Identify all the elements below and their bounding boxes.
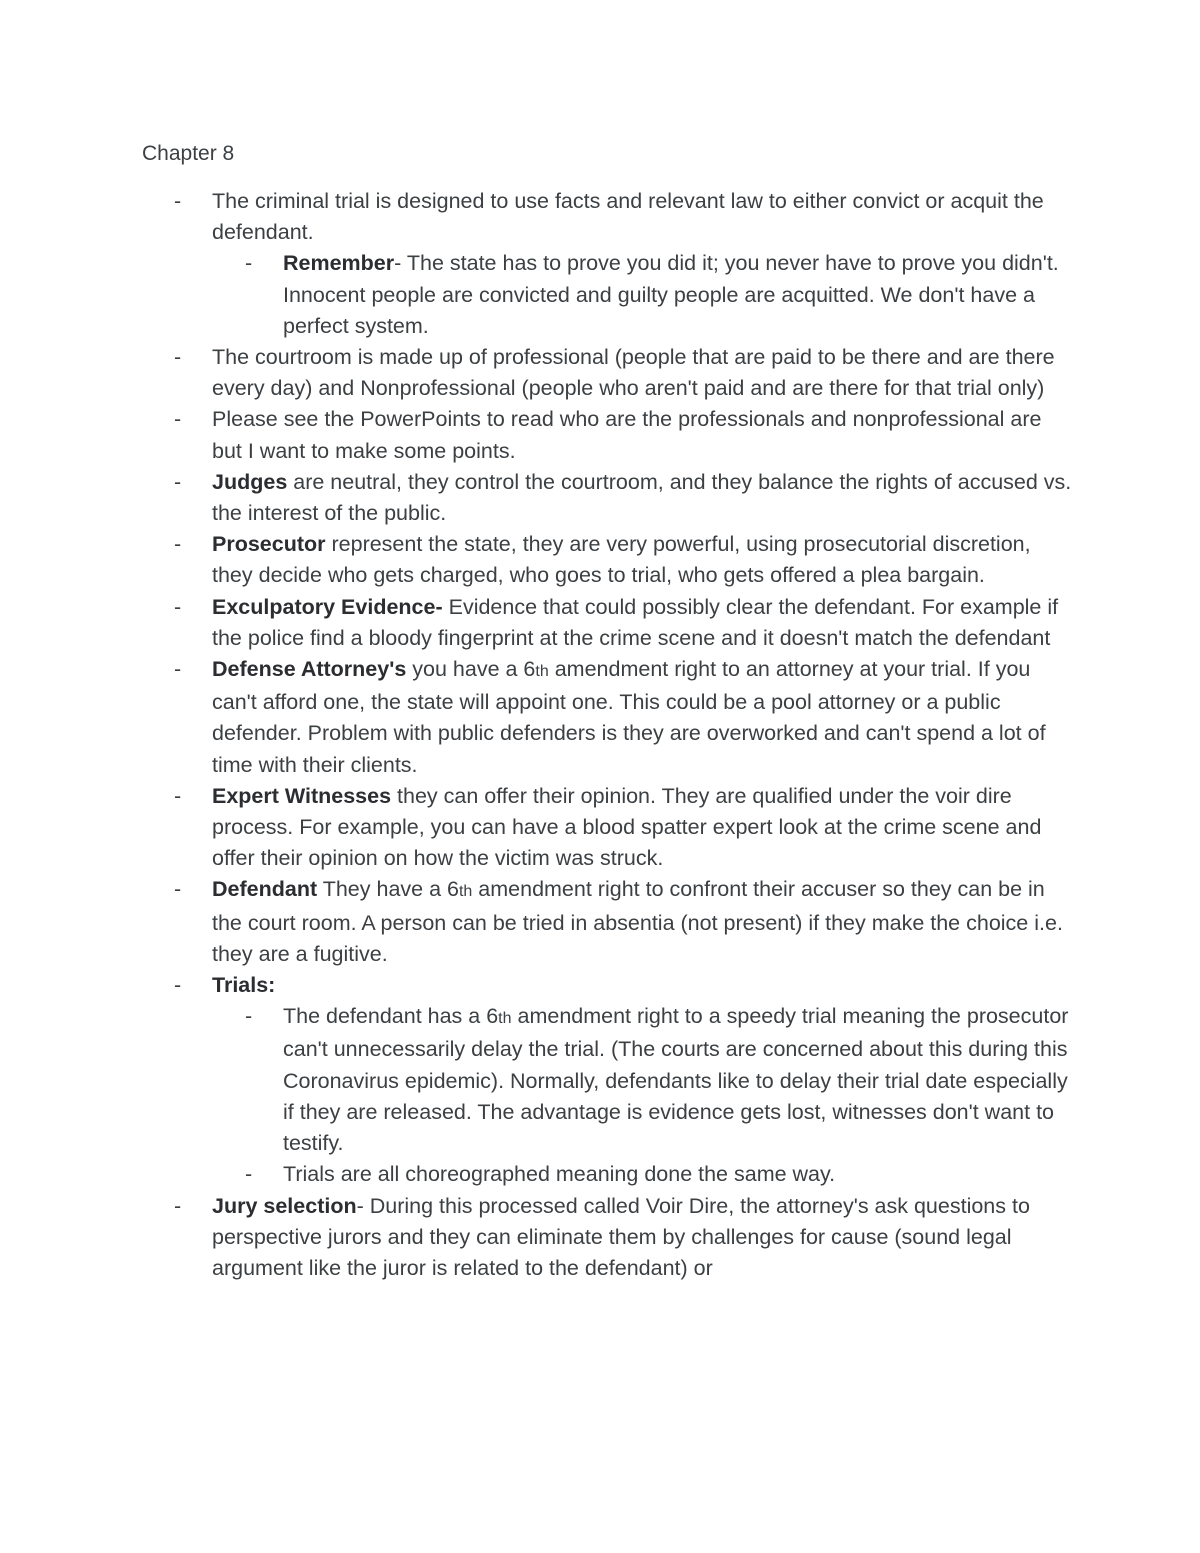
item-text: - The state has to prove you did it; you never have to prove you didn't. Innocent people are convicted and guilty people are acquitted. We don't have a perfect system.	[283, 251, 1059, 338]
bullet-dash: -	[174, 1193, 182, 1218]
list-item	[0, 342, 1072, 404]
item-term: Expert Witnesses	[212, 783, 392, 808]
item-text: amendment right to confront their accuser so they can be in the court room. A person can be tried in absentia (not present) if they make the choice i.e. they are a fugitive.	[212, 877, 1063, 966]
bullet-dash: -	[174, 594, 182, 619]
list-item	[0, 248, 1073, 342]
item-text: Evidence that could possibly clear the defendant. For example if the police find a bloody fingerprint at the crime scene and it doesn't match the defendant	[212, 594, 1059, 650]
item-term: Defendant	[212, 877, 318, 902]
item-term: Trials:	[212, 973, 276, 998]
bullet-list	[0, 186, 1200, 1284]
chapter-title: Chapter 8	[142, 142, 235, 165]
bullet-dash: -	[174, 345, 182, 370]
bullet-dash: -	[174, 407, 182, 432]
item-term: Defense Attorney's	[212, 657, 407, 682]
ordinal-suffix: th	[498, 1010, 512, 1028]
bullet-dash: -	[174, 783, 182, 808]
list-item	[0, 404, 1072, 466]
item-text: you have a 6	[406, 657, 536, 682]
bullet-dash: -	[174, 469, 182, 494]
list-item	[0, 1001, 1073, 1159]
bullet-dash: -	[174, 657, 182, 682]
ordinal-suffix: th	[535, 663, 549, 681]
list-item	[0, 529, 1072, 591]
list-item	[0, 592, 1072, 654]
item-term: Judges	[212, 469, 288, 494]
bullet-dash: -	[245, 1162, 253, 1187]
list-item	[0, 654, 1072, 781]
list-item	[0, 1191, 1072, 1285]
list-item	[0, 186, 1072, 248]
item-text: are neutral, they control the courtroom, and they balance the rights of accused vs. the interest of the public.	[212, 469, 1072, 526]
item-text: amendment right to a speedy trial meaning the prosecutor can't unnecessarily delay the trial. (The courts are concerned about this during this Coronavirus epidemic). Normally, defendants like to delay their trial date especially if they are released. The advantage is evidence gets lost, witnesses don't want to testify.	[283, 1004, 1069, 1156]
ordinal-suffix: th	[458, 883, 473, 901]
bullet-dash: -	[174, 973, 182, 998]
bullet-dash: -	[245, 251, 253, 276]
list-item	[0, 874, 1072, 970]
item-text: - During this processed called Voir Dire, the attorney's ask questions to perspective jurors and they can eliminate them by challenges for cause (sound legal argument like the juror is related to the defendant) or	[212, 1193, 1030, 1280]
list-item	[0, 781, 1072, 875]
item-text: Trials are all choreographed meaning done the same way.	[283, 1162, 836, 1187]
item-term: Prosecutor	[212, 532, 326, 557]
item-text: amendment right to an attorney at your trial. If you can't afford one, the state will appoint one. This could be a pool attorney or a public defender. Problem with public defenders is they are overworked and can't spend a lot of time with their clients.	[212, 657, 1046, 777]
list-item	[0, 970, 1072, 1001]
item-text: They have a 6	[317, 877, 459, 902]
bullet-dash: -	[174, 877, 182, 902]
bullet-dash: -	[174, 532, 182, 557]
item-term: Jury selection	[212, 1193, 357, 1218]
item-text: Please see the PowerPoints to read who are the professionals and nonprofessional are but I want to make some points.	[212, 407, 1042, 463]
bullet-dash: -	[245, 1004, 253, 1029]
item-term: Remember	[283, 251, 395, 276]
bullet-dash: -	[174, 189, 182, 213]
list-item	[0, 467, 1072, 529]
item-text: they can offer their opinion. They are qualified under the voir dire process. For example, you can have a blood spatter expert look at the crime scene and offer their opinion on how the victim was struck.	[212, 783, 1042, 871]
item-text: represent the state, they are very powerful, using prosecutorial discretion, they decide who gets charged, who goes to trial, who gets offered a plea bargain.	[212, 532, 1031, 588]
item-text: The courtroom is made up of professional (people that are paid to be there and are there every day) and Nonprofessional (people who aren't paid and are there for that trial only)	[212, 345, 1055, 401]
list-item	[0, 1159, 1073, 1190]
item-term: Exculpatory Evidence-	[212, 594, 443, 619]
item-text: The defendant has a 6	[283, 1004, 499, 1029]
item-text: The criminal trial is designed to use facts and relevant law to either convict or acquit the defendant.	[212, 189, 1044, 245]
